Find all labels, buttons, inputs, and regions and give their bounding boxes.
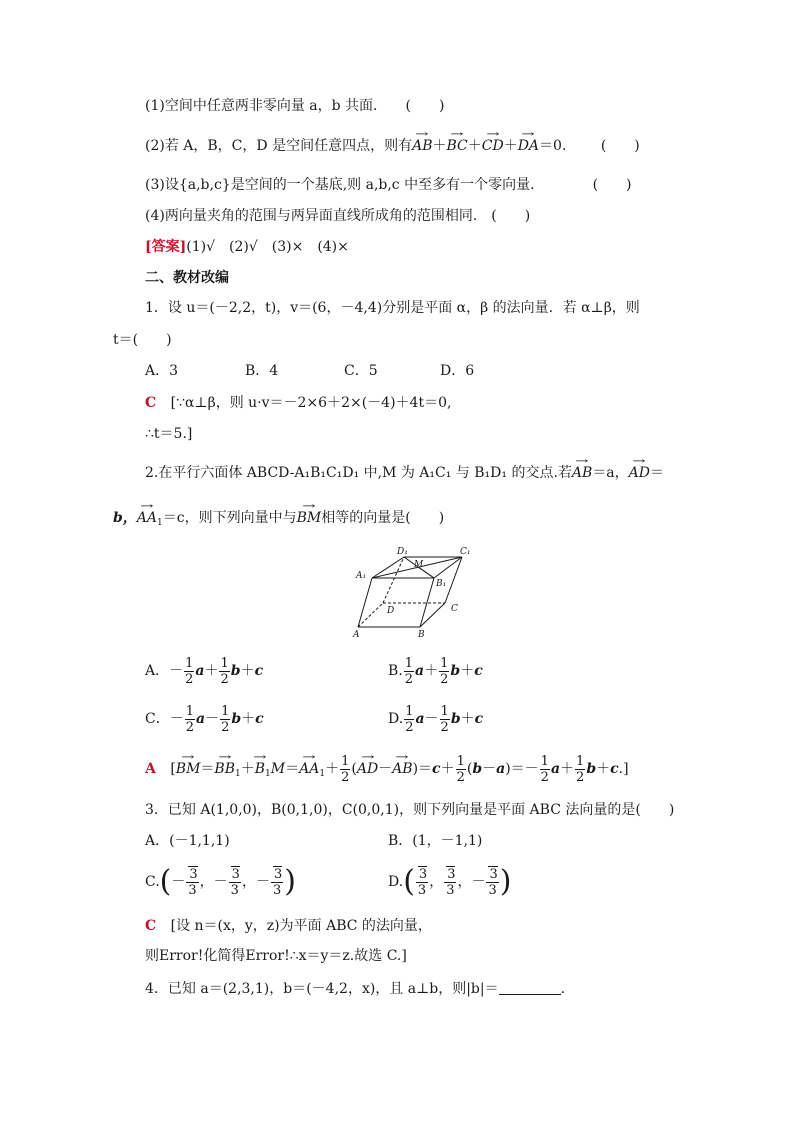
answer-tag: [答案]	[145, 239, 187, 255]
p2-option-b: B. $\frac{1}{2}$ a＋ $\frac{1}{2}$ b＋c	[388, 655, 483, 687]
p2-stem2-start: b，	[113, 510, 137, 526]
p1-option-b: B．4	[245, 363, 279, 379]
p4-stem-end: .	[560, 981, 566, 997]
p3-option-c: C.(－ $\frac{3}{3}$ ，－ $\frac{3}{3}$ ，－ $\frac{3}{3}$ )	[145, 864, 296, 899]
section-title: 二、教材改编	[145, 270, 229, 286]
judge-q2-tail: ＝0.	[539, 138, 567, 154]
p2-option-a-label: A．	[145, 663, 170, 679]
judge-q4-text: (4)两向量夹角的范围与两异面直线所成角的范围相同．	[145, 208, 487, 224]
p1-option-c: C．5	[344, 363, 378, 379]
p3-option-a: A．(－1,1,1)	[145, 833, 230, 849]
vector-AB: → AB	[412, 136, 432, 156]
p1-stem-line1: 1．设 u＝(－2,2，t)，v＝(6，－4,4)分别是平面 α，β 的法向量．若 α⊥β，则	[145, 300, 640, 316]
p1-solution-line1	[145, 393, 451, 413]
p2-stem2-mid: ＝c，则下列向量中与	[162, 510, 297, 526]
p1-solution-text: [∵α⊥β，则 u·v＝－2×6＋2×(－4)＋4t＝0,	[170, 395, 452, 411]
p2-option-b-label: B.	[388, 663, 403, 679]
p1-option-a: A．3	[145, 363, 179, 379]
judge-answer	[145, 237, 349, 257]
p3-option-d: D.( $\frac{3}{3}$ ， $\frac{3}{3}$ ，－ $\frac{3}{3}$ )	[388, 864, 512, 899]
judge-q4	[145, 206, 530, 226]
p3-solution-text: [设 n＝(x，y，z)为平面 ABC 的法向量，	[170, 918, 432, 934]
p2-stem-text: 2.在平行六面体 ABCD-A₁B₁C₁D₁ 中,M 为 A₁C₁ 与 B₁D₁ 的交点.若	[145, 465, 572, 481]
p3-option-c-label: C.	[145, 874, 160, 890]
vector-DA: → DA	[518, 136, 539, 156]
p2-option-a: A．－ $\frac{1}{2}$ a＋ $\frac{1}{2}$ b＋c	[145, 655, 264, 687]
vector-AD: → AD	[629, 463, 650, 483]
vector-BC: → BC	[446, 136, 467, 156]
p1-answer-letter: C	[145, 395, 157, 411]
p2-option-d: D. $\frac{1}{2}$ a－ $\frac{1}{2}$ b＋c	[388, 703, 484, 735]
p1-stem-line2: t＝( )	[113, 332, 172, 348]
label-C1: C₁	[460, 547, 470, 557]
vector-BM: → BM	[297, 508, 322, 528]
answer-blank[interactable]	[499, 980, 561, 995]
p4-stem-text: 4．已知 a＝(2,3,1)，b＝(－4,2，x)，且 a⊥b，则|b|＝	[145, 981, 499, 997]
p4-stem	[145, 979, 565, 999]
answer-text: (1)√ (2)√ (3)× (4)×	[186, 239, 349, 255]
label-C: C	[451, 604, 458, 614]
vector-AB: → AB	[572, 463, 592, 483]
vector-AA1: → AA	[137, 508, 157, 528]
p3-solution-line1	[145, 916, 432, 936]
p3-answer-letter: C	[145, 918, 157, 934]
p2-stem-mid: ＝a，	[592, 465, 629, 481]
label-D1: D₁	[397, 547, 408, 557]
judge-q2-paren: ( )	[600, 138, 640, 154]
label-B1: B₁	[436, 579, 447, 589]
p2-solution: A [→ $BM=\to BB_1+\to B_1M=\to AA_1+$ $\frac{1}{2}$ (→ AD－→ AB)＝c＋ $\frac{1}{2}$ (b－a)＝－ $\frac{1}{2}$ a＋ $\frac{1}{2}$ b＋c.]	[145, 752, 629, 791]
label-A: A	[353, 630, 360, 640]
p2-stem-end: ＝	[650, 465, 665, 481]
label-B: B	[418, 630, 425, 640]
p2-stem-line1	[145, 463, 664, 483]
p3-option-d-label: D.	[388, 874, 404, 890]
parallelepiped-figure	[350, 545, 470, 640]
p2-option-c-label: C．	[145, 711, 170, 727]
label-A1: A₁	[356, 571, 367, 581]
judge-q1-text: (1)空间中任意两非零向量 a，b 共面．	[145, 98, 388, 114]
vector-CD: → CD	[482, 136, 504, 156]
p2-stem-line2: b，→ $AA_1=c$，则下列向量中与→ BM相等的向量是( )	[113, 508, 444, 533]
label-M: M	[414, 560, 424, 570]
p2-option-c: C．－ $\frac{1}{2}$ a－ $\frac{1}{2}$ b＋c	[145, 703, 264, 735]
p2-option-d-label: D.	[388, 711, 404, 727]
judge-q3-text: (3)设{a,b,c}是空间的一个基底,则 a,b,c 中至多有一个零向量．	[145, 177, 545, 193]
judge-q1	[145, 96, 444, 116]
judge-q1-paren: ( )	[405, 98, 445, 114]
judge-q4-paren: ( )	[491, 208, 531, 224]
label-D: D	[387, 606, 395, 616]
judge-q2-text: (2)若 A，B，C，D 是空间任意四点，则有	[145, 138, 413, 154]
p1-solution-line2: ∴t＝5.]	[145, 426, 193, 442]
p3-option-b: B．(1，－1,1)	[388, 833, 483, 849]
p3-solution-line2: 则Error!化简得Error!∴x＝y＝z.故选 C.]	[145, 948, 407, 964]
p3-stem: 3．已知 A(1,0,0)，B(0,1,0)，C(0,0,1)，则下列向量是平面 ABC 法向量的是( )	[145, 802, 675, 818]
judge-q2: (2)若 A，B，C，D 是空间任意四点，则有→ AB＋→ BC＋→ CD＋→ DA＝0. ( )	[145, 136, 640, 156]
p2-stem2-end: 相等的向量是( )	[321, 510, 445, 526]
p2-answer-letter: A	[145, 761, 156, 777]
p1-option-d: D．6	[440, 363, 475, 379]
judge-q3-paren: ( )	[592, 177, 632, 193]
judge-q3	[145, 175, 632, 195]
